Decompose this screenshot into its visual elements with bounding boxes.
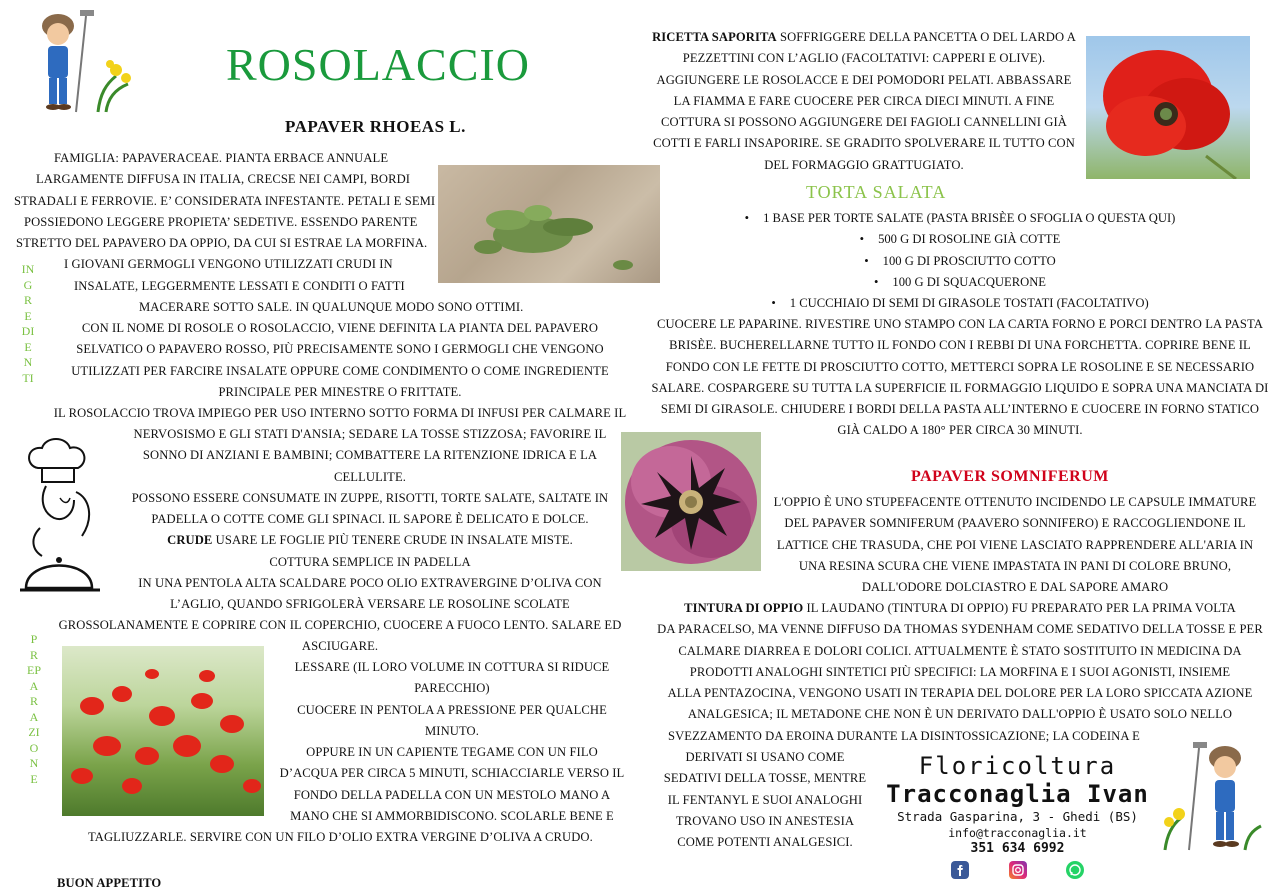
ricetta-text — [650, 27, 1078, 176]
facebook-icon[interactable] — [951, 861, 969, 879]
boil-line: LESSARE (IL LORO VOLUME IN COTTURA SI RIDUCE — [294, 660, 610, 674]
cooking-line: L’AGLIO, QUANDO SFRIGOLERÀ VERSARE LE ROSOLINE SCOLATE — [170, 597, 570, 612]
body-line: NERVOSISMO E GLI STATI D'ANSIA; SEDARE LA TOSSE STIZZOSA; FAVORIRE IL — [133, 427, 607, 441]
body-line: PADELLA O COTTE COME GLI SPINACI. IL SAPORE È DELICATO E DOLCE. — [151, 512, 589, 527]
cooking-line: IN UNA PENTOLA ALTA SCALDARE POCO OLIO EXTRAVERGINE D’OLIVA CON — [138, 576, 602, 591]
intro-line: I GIOVANI GERMOGLI VENGONO UTILIZZATI CRUDI IN — [64, 257, 393, 272]
ingredients-vertical-label: INGREDIENTI — [21, 262, 35, 385]
tintura-line: ALLA PENTAZOCINA, VENGONO USATI IN TERAPIA DEL DOLORE PER LA LORO SPICCATA AZIONE — [667, 686, 1253, 701]
poppy-field-photo — [62, 646, 264, 816]
ingredient-item: • 100 G DI PROSCIUTTO COTTO — [650, 251, 1270, 272]
body-text — [40, 318, 640, 424]
ricetta-line: COTTURA SI POSSONO AGGIUNGERE DEI FAGIOLI CANNELLINI GIÀ — [661, 115, 1067, 130]
red-poppy-photo — [1086, 36, 1250, 179]
ricetta-label: RICETTA SAPORITA — [652, 30, 777, 44]
brand-phone[interactable]: 351 634 6992 — [970, 841, 1065, 856]
somniferum-text — [765, 492, 1265, 598]
torta-heading: TORTA SALATA — [806, 182, 947, 202]
social-icons — [875, 859, 1160, 879]
body-line: PRINCIPALE PER MINESTRE O FRITTATE. — [218, 384, 462, 399]
tintura-line: ANALGESICA; IL METADONE CHE NON È UN DERIVATO DALL'OPPIO È USATO SOLO NELLO — [687, 707, 1233, 722]
method-line: SEMI DI GIRASOLE. CHIUDERE I BORDI DELLA PASTA ALL’INTERNO E CUOCERE IN FORNO STATICO — [660, 402, 1260, 417]
tintura-line: CALMARE DIARREA E DOLORI COLICI. ATTUALMENTE È STATO SOSTITUITO IN MEDICINA DA — [678, 643, 1242, 658]
method-line: BRISÈE. BUCHERELLARNE TUTTO IL FONDO CON I REBBI DI UNA FORCHETTA. COPRIRE BENE IL — [669, 338, 1251, 353]
torta-ingredients — [650, 208, 1270, 314]
boil-line: MINUTO. — [425, 723, 479, 738]
body-line: IL ROSOLACCIO TROVA IMPIEGO PER USO INTERNO SOTTO FORMA DI INFUSI PER CALMARE IL — [53, 406, 627, 421]
ingredient-item: • 1 CUCCHIAIO DI SEMI DI GIRASOLE TOSTATI (FACOLTATIVO) — [650, 293, 1270, 314]
intro-line: LARGAMENTE DIFFUSA IN ITALIA, CRECSE NEI CAMPI, BORDI — [36, 172, 411, 187]
torta-method — [650, 314, 1270, 442]
body-line: CON IL NOME DI ROSOLE O ROSOLACCIO, VIENE DEFINITA LA PIANTA DEL PAPAVERO — [81, 321, 599, 335]
crude-text: USARE LE FOGLIE PIÙ TENERE CRUDE IN INSALATE MISTE. — [212, 533, 573, 548]
boil-line: CUOCERE IN PENTOLA A PRESSIONE PER QUALCHE — [297, 702, 607, 717]
ingredient-item: • 100 G DI SQUACQUERONE — [650, 272, 1270, 293]
intro-line: FAMIGLIA: PAPAVERACEAE. PIANTA ERBACE ANNUALE — [54, 151, 389, 165]
boil-line: PARECCHIO) — [414, 681, 490, 696]
tail-line: TROVANO USO IN ANESTESIA — [675, 813, 855, 828]
ingredient-item: • 1 BASE PER TORTE SALATE (PASTA BRISÈE O SFOGLIA O QUESTA QUI) — [650, 208, 1270, 229]
chef-illustration — [20, 438, 110, 608]
somniferum-tail — [655, 747, 875, 853]
page-title: ROSOLACCIO — [226, 39, 530, 90]
ricetta-line — [650, 27, 1078, 48]
final-line: TAGLIUZZARLE. SERVIRE CON UN FILO D’OLIO EXTRA VERGINE D’OLIVA A CRUDO. — [88, 830, 593, 844]
body-line: UTILIZZATI PER FARCIRE INSALATE OPPURE COME CONDIMENTO O COME INGREDIENTE — [71, 363, 609, 378]
ingredient-item: • 500 G DI ROSOLINE GIÀ COTTE — [650, 229, 1270, 250]
boil-line: OPPURE IN UN CAPIENTE TEGAME CON UN FILO — [306, 745, 598, 760]
somniferum-line: L'OPPIO È UNO STUPEFACENTE OTTENUTO INCIDENDO LE CAPSULE IMMATURE — [773, 495, 1257, 509]
cooking-line: COTTURA SEMPLICE IN PADELLA — [269, 554, 471, 569]
tail-line: SEDATIVI DELLA TOSSE, MENTRE — [663, 771, 867, 786]
crude-label: CRUDE — [167, 533, 213, 548]
body-line: SONNO DI ANZIANI E BAMBINI; COMBATTERE LA RITENZIONE IDRICA E LA — [142, 448, 598, 463]
brand-block — [875, 752, 1160, 879]
tintura-label: TINTURA DI OPPIO — [684, 601, 804, 615]
instagram-icon[interactable] — [1009, 861, 1027, 879]
page-subtitle: PAPAVER RHOEAS L. — [285, 117, 466, 136]
tintura-line — [650, 598, 1270, 619]
brand-address: Strada Gasparina, 3 - Ghedi (BS) — [897, 809, 1138, 824]
boil-text — [272, 657, 632, 827]
ricetta-line: DEL FORMAGGIO GRATTUGIATO. — [764, 157, 964, 172]
crude-line — [110, 530, 630, 551]
intro-line: STRETTO DEL PAPAVERO DA OPPIO, DA CUI SI ESTRAE LA MORFINA. — [16, 236, 428, 251]
farmer-mascot-bottom — [1155, 740, 1267, 854]
boil-line: FONDO DELLA PADELLA CON UN MESTOLO MANO A — [293, 787, 611, 802]
brand-line1: Floricoltura — [918, 752, 1117, 780]
ricetta-first: SOFFRIGGERE DELLA PANCETTA O DEL LARDO A — [776, 30, 1076, 44]
body-line: POSSONO ESSERE CONSUMATE IN ZUPPE, RISOTTI, TORTE SALATE, SALTATE IN — [131, 490, 609, 505]
tintura-line: DA PARACELSO, MA VENNE DIFFUSO DA THOMAS SYDENHAM COME SEDATIVO DELLA TOSSE E PER — [657, 622, 1263, 637]
intro-line: POSSIEDONO LEGGERE PROPIETA’ SEDETIVE. ESSENDO PARENTE — [24, 214, 418, 229]
preparation-vertical-label: PREPARAZIONE — [27, 632, 42, 786]
cooking-line: ASCIUGARE. — [301, 639, 379, 654]
method-line: GIÀ CALDO A 180° PER CIRCA 30 MINUTI. — [837, 423, 1083, 438]
ricetta-line: COTTI E FARLI INSAPORIRE. SE GRADITO SPOLVERARE IL TUTTO CON — [653, 136, 1075, 151]
ricetta-line: PEZZETTINI CON L’AGLIO (FACOLTATIVI: CAPPERI E OLIVE). — [682, 51, 1046, 66]
brand-line2: Tracconaglia Ivan — [886, 780, 1149, 808]
body-line: CELLULITE. — [334, 469, 406, 484]
somniferum-line: UNA RESINA SCURA CHE VIENE IMPASTATA IN PANI DI COLORE BRUNO, — [798, 558, 1232, 573]
somniferum-line: DALL'ODORE DOLCIASTRO E DAL SAPORE AMARO — [861, 580, 1169, 595]
boil-line: D’ACQUA PER CIRCA 5 MINUTI, SCHIACCIARLE VERSO IL — [279, 766, 625, 781]
somniferum-line: LATTICE CHE TRASUDA, CHE POI VIENE LASCIATO RAPPRENDERE ALL'ARIA IN — [776, 537, 1254, 552]
boil-line: MANO CHE SI AMMORBIDISCONO. SCOLARLE BENE E — [290, 809, 614, 824]
brand-email[interactable]: info@tracconaglia.it — [948, 826, 1087, 840]
method-line: SALARE. COSPARGERE SU TUTTA LA SUPERFICIE IL FORMAGGIO LIQUIDO E SOPRA UNA MANCIATA DI — [651, 380, 1269, 395]
ricetta-line: LA FIAMMA E FARE CUOCERE PER CIRCA DIECI MINUTI. A FINE — [673, 93, 1055, 108]
whatsapp-icon[interactable] — [1066, 861, 1084, 879]
somniferum-heading: PAPAVER SOMNIFERUM — [911, 468, 1109, 485]
tintura-line: PRODOTTI ANALOGHI SINTETICI PIÙ SPECIFICI: LA MORFINA E I SUOI AGONISTI, INSIEME — [689, 664, 1231, 679]
tail-line: IL FENTANYL E SUOI ANALOGHI — [667, 792, 863, 807]
cooking-line: GROSSOLANAMENTE E COPRIRE CON IL COPERCHIO, CUOCERE A FUOCO LENTO. SALARE ED — [58, 618, 622, 632]
tail-line: COME POTENTI ANALGESICI. — [677, 835, 853, 850]
uses-text — [110, 424, 630, 616]
intro-line: STRADALI E FERROVIE. E’ CONSIDERATA INFESTANTE. PETALI E SEMI — [14, 193, 436, 208]
sprout-photo — [438, 165, 660, 283]
tail-line: DERIVATI SI USANO COME — [685, 750, 845, 764]
body-line: SELVATICO O PAPAVERO ROSSO, PIÙ PRECISAMENTE SONO I GERMOGLI CHE VENGONO — [76, 342, 604, 357]
intro-text — [14, 148, 524, 318]
method-line: CUOCERE LE PAPARINE. RIVESTIRE UNO STAMPO CON LA CARTA FORNO E PORCI DENTRO LA PASTA — [656, 317, 1264, 331]
somniferum-line: DEL PAPAVER SOMNIFERUM (PAAVERO SONNIFERO) E RACCOGLIENDONE IL — [784, 516, 1246, 531]
tintura-line-last: SVEZZAMENTO DA EROINA DURANTE LA DISINTOSSICAZIONE; LA CODEINA E — [668, 729, 1140, 743]
purple-poppy-photo — [621, 432, 761, 571]
ricetta-line: AGGIUNGERE LE ROSOLACCE E DEI POMODORI PELATI. ABBASSARE — [656, 72, 1072, 87]
tintura-text — [650, 598, 1270, 726]
tintura-first: IL LAUDANO (TINTURA DI OPPIO) FU PREPARATO PER LA PRIMA VOLTA — [803, 601, 1236, 615]
method-line: FONDO CON LE FETTE DI PROSCIUTTO COTTO, METTERCI SOPRA LE ROSOLINE E SE NECESSARIO — [665, 359, 1255, 374]
closing-text: BUON APPETITO — [57, 876, 162, 890]
intro-line: INSALATE, LEGGERMENTE LESSATI E CONDITI O FATTI — [74, 278, 405, 293]
intro-line: MACERARE SOTTO SALE. IN QUALUNQUE MODO SONO OTTIMI. — [139, 300, 524, 315]
farmer-mascot-top — [28, 4, 138, 116]
